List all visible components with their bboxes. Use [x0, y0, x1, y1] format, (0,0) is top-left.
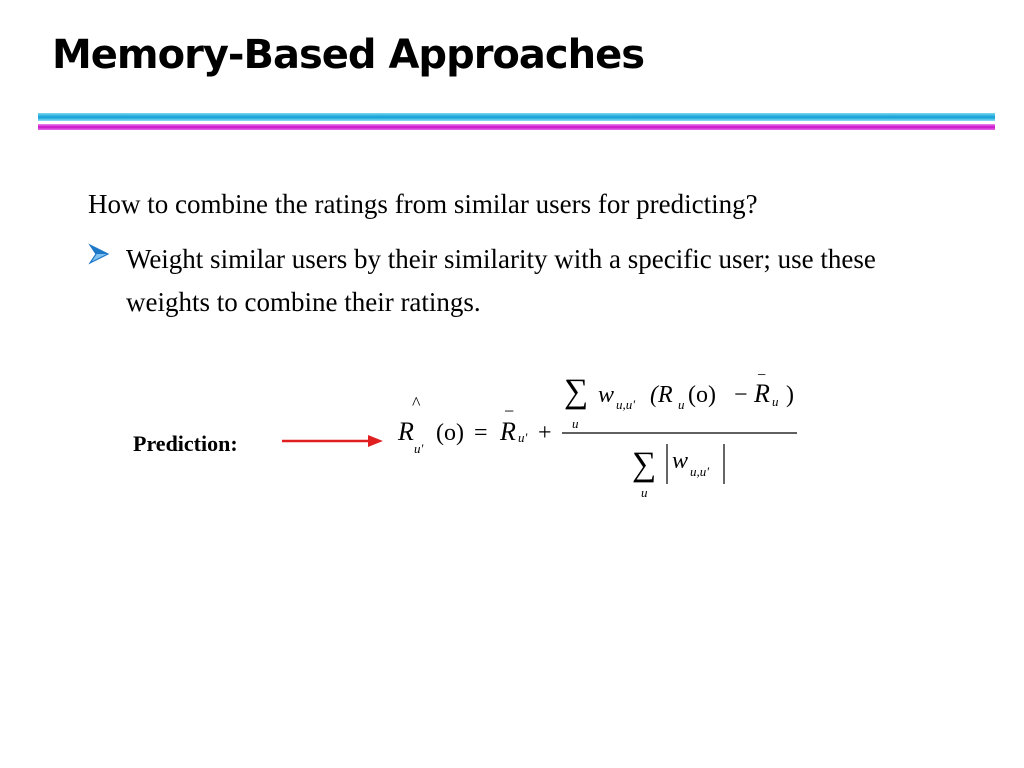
prediction-formula — [390, 362, 810, 512]
hat-accent: ^ — [412, 393, 421, 413]
right-arrow-icon — [280, 432, 385, 450]
numerator-sum-index: u — [572, 416, 579, 431]
arrowhead-bullet-icon — [88, 243, 110, 265]
denominator-weight-subscript: u,u' — [690, 464, 710, 479]
mean-bar: − — [504, 401, 515, 421]
numerator-close-paren: ) — [786, 382, 794, 408]
denominator-sum: ∑ — [632, 446, 657, 483]
slide-title: Memory-Based Approaches — [52, 32, 645, 78]
numerator-sum: ∑ — [564, 373, 589, 410]
numerator-argument: (o) — [688, 382, 716, 408]
numerator-rating-subscript: u — [678, 397, 685, 412]
numerator-mean-subscript: u — [772, 394, 779, 409]
numerator-mean-bar: − — [757, 367, 767, 384]
equals-sign: = — [474, 420, 488, 446]
numerator-weight-subscript: u,u' — [616, 397, 636, 412]
lhs-subscript: u' — [414, 441, 424, 456]
numerator-mean: R — [754, 379, 770, 408]
title-rule-cyan — [38, 113, 995, 121]
question-text: How to combine the ratings from similar users for predicting? — [88, 189, 758, 219]
denominator-sum-index: u — [641, 485, 648, 500]
prediction-label: Prediction: — [133, 431, 238, 456]
bullet-item: Weight similar users by their similarity with a specific user; use these weights to combine their ratings. — [126, 244, 876, 317]
numerator-minus: − — [734, 382, 748, 408]
title-rule-magenta — [38, 124, 995, 130]
lhs-symbol: R — [398, 417, 414, 446]
denominator-weight: w — [672, 448, 689, 474]
numerator-rating: (R — [650, 382, 673, 408]
lhs-argument: (o) — [436, 420, 464, 446]
mean-subscript: u' — [518, 430, 528, 445]
numerator-weight: w — [598, 382, 615, 408]
plus-sign: + — [538, 420, 552, 446]
mean-symbol: R — [500, 417, 516, 446]
